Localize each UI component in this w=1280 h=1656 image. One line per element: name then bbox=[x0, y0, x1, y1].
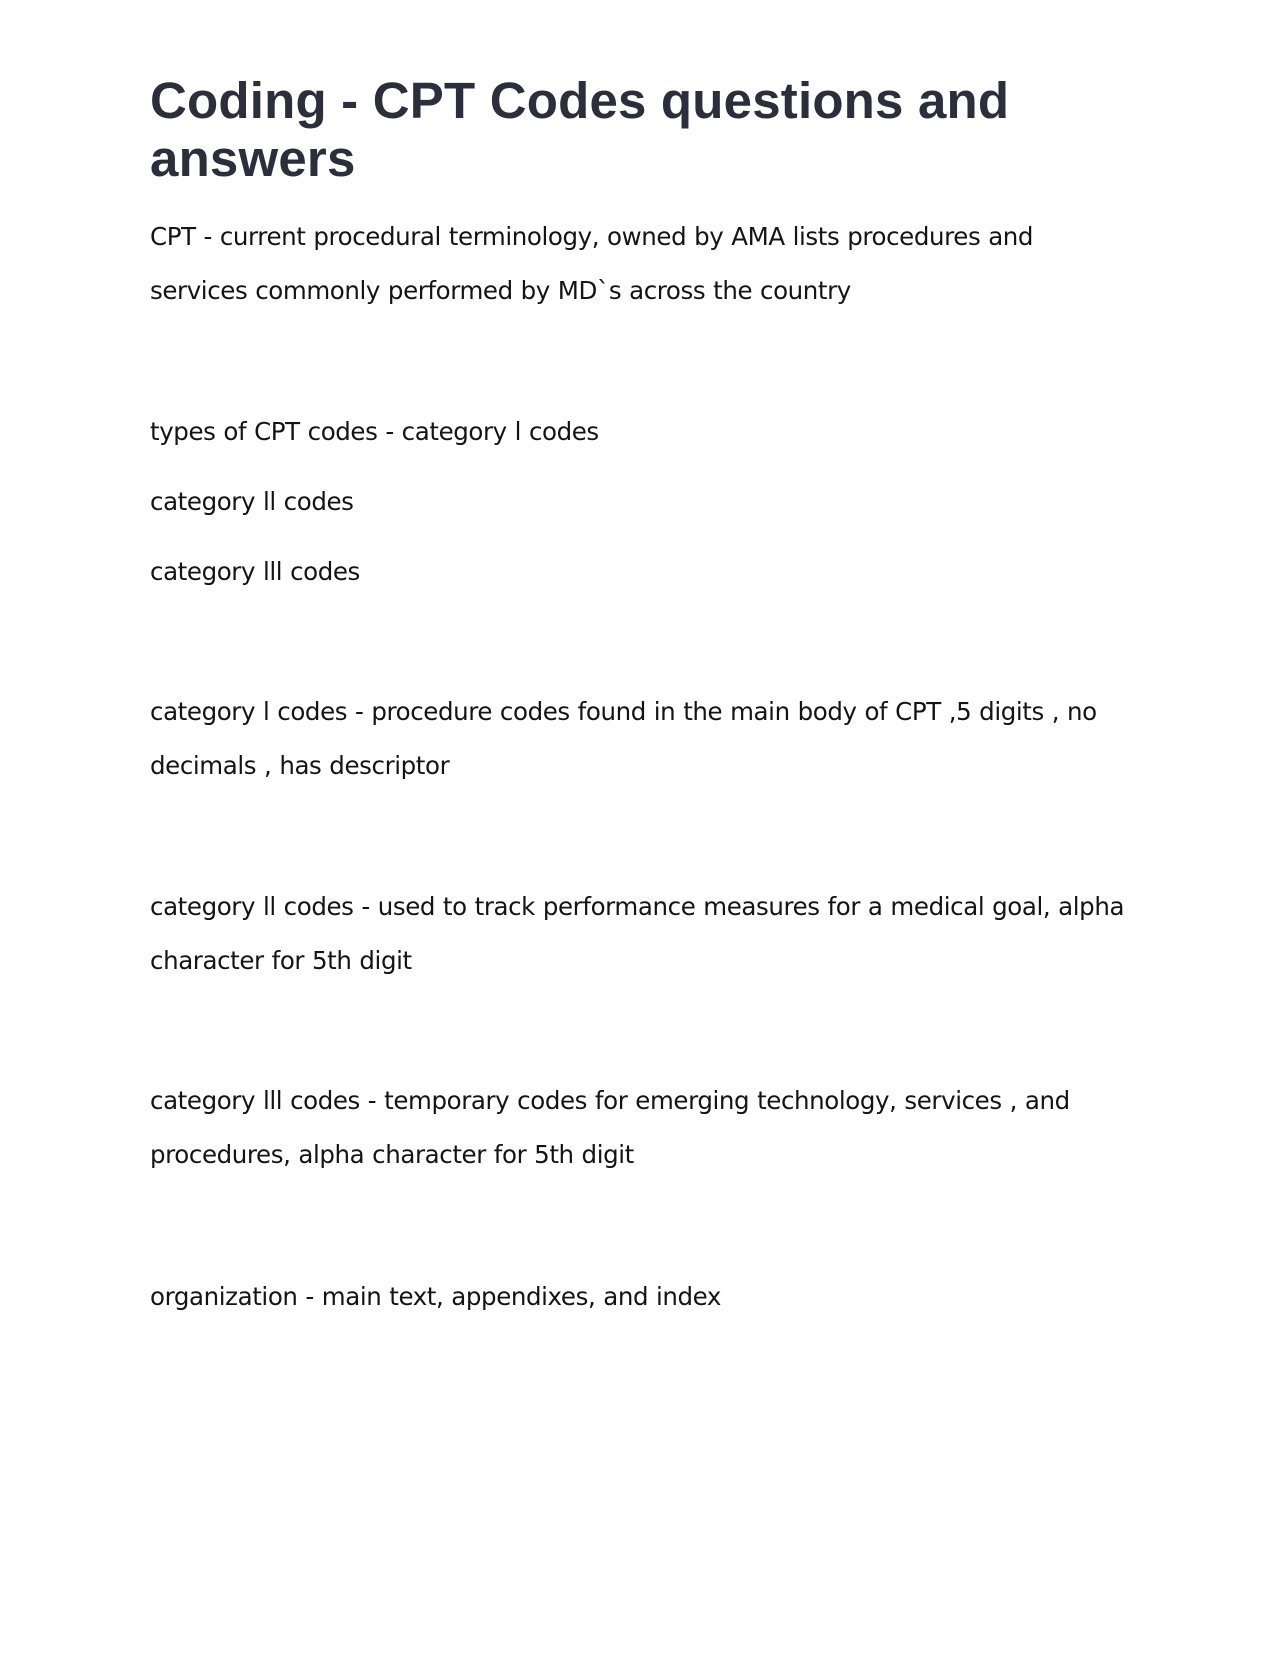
paragraph-category-lll: category lll codes bbox=[150, 557, 360, 586]
paragraph-category-ll: category ll codes bbox=[150, 487, 354, 516]
paragraph-category-lll-definition: category lll codes - temporary codes for emerging technology, services , and procedures, alpha character for 5th digit bbox=[150, 1086, 1070, 1169]
paragraph-category-ll-definition: category ll codes - used to track performance measures for a medical goal, alpha character for 5th digit bbox=[150, 892, 1125, 975]
paragraph-category-l-definition: category l codes - procedure codes found in the main body of CPT ,5 digits , no decimals , has descriptor bbox=[150, 697, 1097, 780]
paragraph-organization: organization - main text, appendixes, and index bbox=[150, 1282, 722, 1311]
paragraph-cpt-definition: CPT - current procedural terminology, owned by AMA lists procedures and services commonly performed by MD`s across the country bbox=[150, 222, 1034, 305]
page-title: Coding - CPT Codes questions and answers bbox=[150, 72, 1010, 187]
paragraph-types-of-cpt-codes: types of CPT codes - category l codes bbox=[150, 417, 599, 446]
